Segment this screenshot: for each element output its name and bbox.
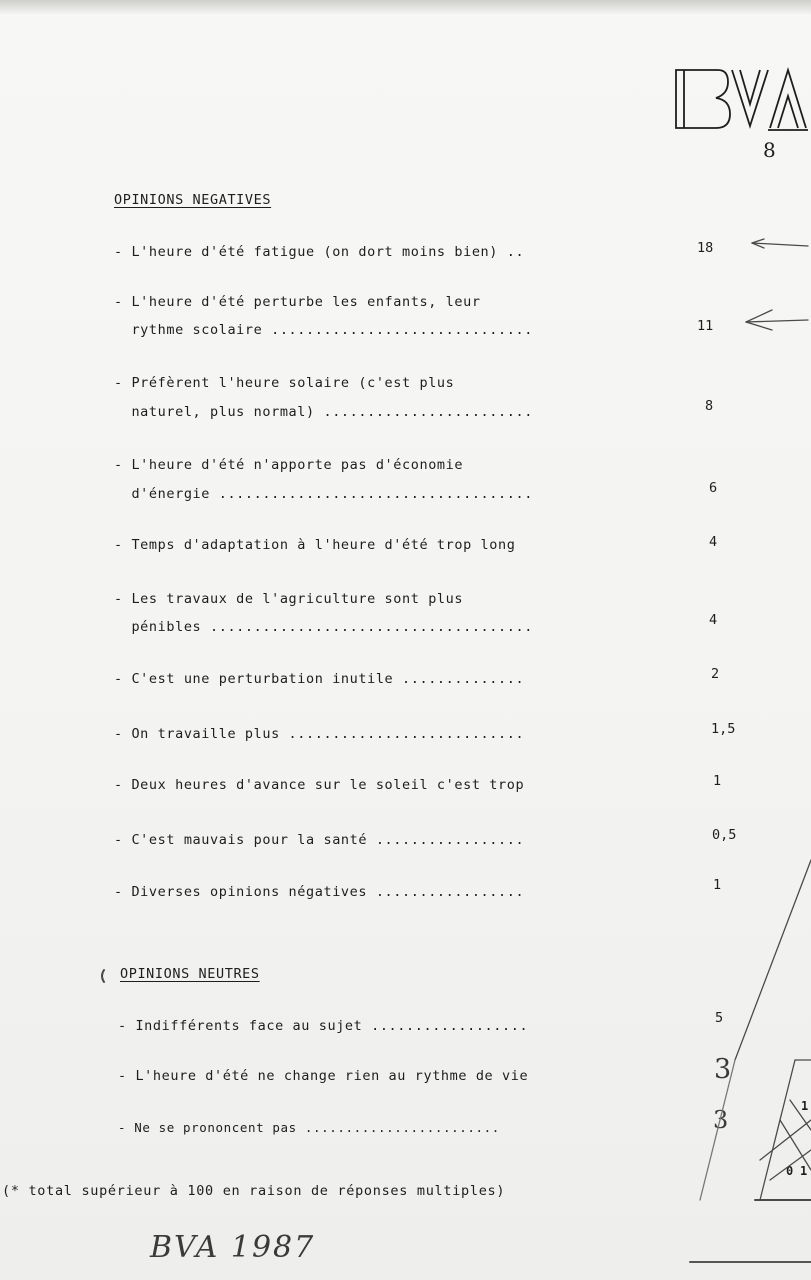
section-title-negatives: OPINIONS NEGATIVES xyxy=(114,192,272,208)
handwritten-value: 3 xyxy=(713,1106,729,1134)
item-value: 18 xyxy=(697,240,714,256)
item-value: 1 xyxy=(713,877,722,893)
list-item: - Ne se prononcent pas ........................ xyxy=(118,1120,500,1135)
list-item: - L'heure d'été fatigue (on dort moins bien) .. xyxy=(114,244,525,260)
page-number: 8 xyxy=(763,138,776,162)
scan-top-edge xyxy=(0,0,811,14)
item-value: 11 xyxy=(697,318,714,334)
footnote: (* total supérieur à 100 en raison de réponses multiples) xyxy=(2,1183,506,1199)
margin-fragment: 1 xyxy=(801,1099,809,1113)
item-value: 4 xyxy=(709,612,718,628)
list-item: - Préfèrent l'heure solaire (c'est plus xyxy=(114,375,455,391)
list-item-continuation: d'énergie .................................... xyxy=(114,486,533,502)
list-item: - Deux heures d'avance sur le soleil c'est trop xyxy=(114,777,525,793)
margin-fragment: 1 xyxy=(800,1164,808,1178)
handwritten-note: BVA 1987 xyxy=(150,1230,316,1265)
handwritten-value: 3 xyxy=(714,1054,732,1085)
list-item: - Les travaux de l'agriculture sont plus xyxy=(114,591,464,607)
list-item: - Diverses opinions négatives ................. xyxy=(114,884,525,900)
bva-logo-graphic xyxy=(672,66,808,136)
list-item: - C'est une perturbation inutile .............. xyxy=(114,671,525,687)
list-item: - Indifférents face au sujet .................. xyxy=(118,1018,529,1034)
item-value: 6 xyxy=(709,480,718,496)
arrow-icon xyxy=(752,243,808,246)
list-item: - C'est mauvais pour la santé ................. xyxy=(114,832,525,848)
list-item-continuation: naturel, plus normal) ........................ xyxy=(114,404,533,420)
item-value: 0,5 xyxy=(712,827,737,843)
list-item-continuation: rythme scolaire .............................. xyxy=(114,322,533,338)
list-item: - L'heure d'été n'apporte pas d'économie xyxy=(114,457,464,473)
list-item: - On travaille plus ........................... xyxy=(114,726,525,742)
list-item: - L'heure d'été perturbe les enfants, leur xyxy=(114,294,481,310)
list-item: - L'heure d'été ne change rien au rythme de vie xyxy=(118,1068,529,1084)
item-value: 2 xyxy=(711,666,720,682)
item-value: 8 xyxy=(705,398,714,414)
item-value: 4 xyxy=(709,534,718,550)
margin-fragment: 0 xyxy=(786,1164,794,1178)
item-value: 1 xyxy=(713,773,722,789)
item-value: 1,5 xyxy=(711,721,736,737)
bva-logo xyxy=(672,66,808,136)
list-item-continuation: pénibles ..................................... xyxy=(114,619,533,635)
item-value: 5 xyxy=(715,1010,724,1026)
arrow-icon xyxy=(746,320,808,322)
section-title-neutres: OPINIONS NEUTRES xyxy=(120,966,260,982)
list-item: - Temps d'adaptation à l'heure d'été trop long xyxy=(114,537,516,553)
